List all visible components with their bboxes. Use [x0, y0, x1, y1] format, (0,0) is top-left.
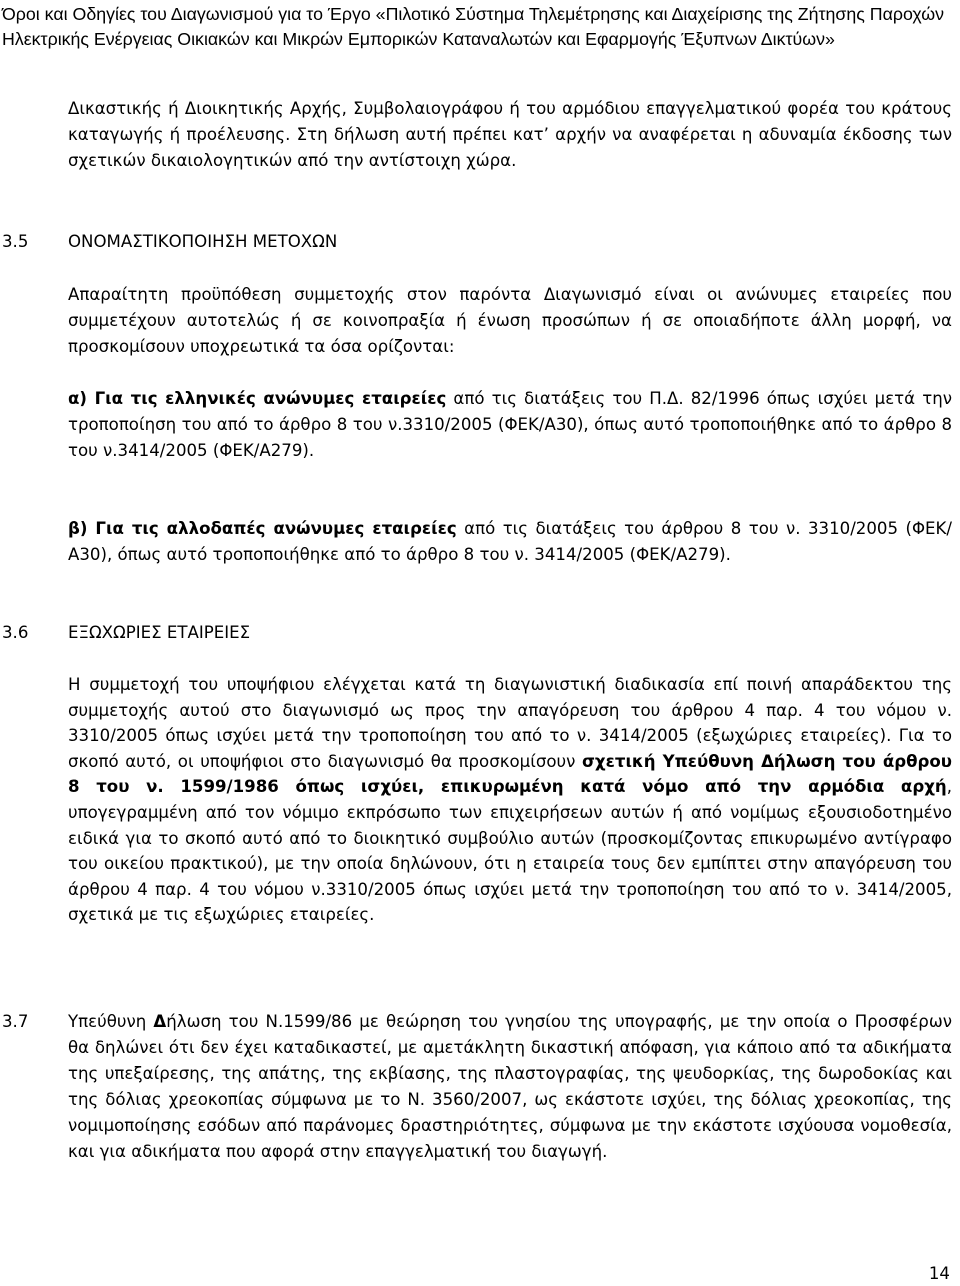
- item-a-text: από τις διατάξεις του Π.Δ. 82/1996 όπως ισχύει μετά την τροποποίηση του από το άρθρο 8 του ν.3310/2005 (ΦΕΚ/Α30), όπως αυτό τροποποιήθηκε από το άρθρο 8 του ν.3414/2005 (ΦΕΚ/Α279).: [68, 389, 952, 460]
- page-number: 14: [928, 1264, 950, 1283]
- section-number: 3.5: [2, 232, 29, 251]
- header-title: Όροι και Οδηγίες του Διαγωνισμού για το Έργο «Πιλοτικό Σύστημα Τηλεμέτρησης και Διαχείρισης της Ζήτησης Παροχών Ηλεκτρικής Ενέργειας Οικιακών και Μικρών Εμπορικών Καταναλωτών και Εφαρμογής Έξυπνων Δικτύων»: [2, 4, 945, 49]
- section-3-6-text-2: , υπογεγραμμένη από τον νόμιμο εκπρόσωπο των επιχειρήσεων αυτών ή από νομίμως εξουσιοδοτημένο ειδικά για το σκοπό αυτό από το διοικητικό συμβούλιο αυτών (προσκομίζοντας επικυρωμένο αντίγραφο του οικείου πρακτικού), με την οποία δηλώνουν, ότι η εταιρεία τους δεν εμπίπτει στην απαγόρευση του άρθρου 4 παρ. 4 του νόμου ν.3310/2005 όπως ισχύει μετά την τροποποίηση του από το ν. 3414/2005, σχετικά με τις εξωχώριες εταιρείες.: [68, 777, 952, 925]
- section-number: 3.7: [2, 1012, 29, 1031]
- section-3-6-text-1: Η συμμετοχή του υποψήφιου ελέγχεται κατά τη διαγωνιστική διαδικασία επί ποινή απαράδεκτου της συμμετοχής αυτού στο διαγωνισμό ως προς την απαγόρευση του άρθρου 4 παρ. 4 του νόμου ν. 3310/2005 όπως ισχύει μετά την τροποποίηση του από το ν. 3414/2005 (εξωχώριες εταιρείες). Για το σκοπό αυτό, οι υποψήφιοι στο διαγωνισμό θα προσκομίσουν: [68, 675, 952, 771]
- section-3-7-text-2: ήλωση του Ν.1599/86 με θεώρηση του γνησίου της υπογραφής, με την οποία ο Προσφέρων θα δηλώνει ότι δεν έχει καταδικαστεί, με αμετάκλητη δικαστική απόφαση, για κάποιο από τα αδικήματα της υπεξαίρεσης, της απάτης, της εκβίασης, της πλαστογραφίας, της ψευδορκίας, της δωροδοκίας και της δόλιας χρεοκοπίας σύμφωνα με το Ν. 3560/2007, ως εκάστοτε ισχύει, της δόλιας χρεοκοπίας, της νομιμοποίησης εσόδων από παράνομες δραστηριότητες, σύμφωνα με την εκάστοτε ισχύουσα νομοθεσία, και για αδικήματα που αφορά στην επαγγελματική του διαγωγή.: [68, 1012, 952, 1161]
- item-b-text: από τις διατάξεις του άρθρου 8 του ν. 3310/2005 (ΦΕΚ/Α30), όπως αυτό τροποποιήθηκε από το άρθρο 8 του ν. 3414/2005 (ΦΕΚ/Α279).: [68, 519, 952, 564]
- item-b-heading: β) Για τις αλλοδαπές ανώνυμες εταιρείες: [68, 519, 457, 538]
- section-title: ΟΝΟΜΑΣΤΙΚΟΠΟΙΗΣΗ ΜΕΤΟΧΩΝ: [68, 232, 338, 251]
- section-3-5-paragraph: Απαραίτητη προϋπόθεση συμμετοχής στον παρόντα Διαγωνισμό είναι οι ανώνυμες εταιρείες που συμμετέχουν αυτοτελώς ή σε κοινοπραξία ή ένωση προσώπων ή σε οποιαδήποτε άλλη μορφή, να προσκομίσουν υποχρεωτικά τα όσα ορίζονται:: [68, 285, 952, 356]
- section-3-5-item-a: [68, 386, 952, 464]
- section-3-7-paragraph: [68, 1009, 952, 1165]
- intro-paragraph: Δικαστικής ή Διοικητικής Αρχής, Συμβολαιογράφου ή του αρμόδιου επαγγελματικού φορέα του κράτους καταγωγής ή προέλευσης. Στη δήλωση αυτή πρέπει κατ’ αρχήν να αναφέρεται η αδυναμία έκδοσης των σχετικών δικαιολογητικών από την αντίστοιχη χώρα.: [68, 99, 952, 170]
- section-3-7-text-1: Υπεύθυνη: [68, 1012, 154, 1031]
- section-3-5-heading: [2, 229, 337, 255]
- section-3-6-heading: [2, 620, 250, 646]
- section-title: ΕΞΩΧΩΡΙΕΣ ΕΤΑΙΡΕΙΕΣ: [68, 623, 251, 642]
- section-3-6-bold: σχετική Υπεύθυνη Δήλωση του άρθρου 8 του ν. 1599/1986 όπως ισχύει, επικυρωμένη κατά νόμο από την αρμόδια αρχή: [68, 751, 952, 797]
- document-header: [2, 2, 954, 51]
- section-3-7-bold: Δ: [153, 1012, 167, 1031]
- section-number: 3.6: [2, 623, 29, 642]
- section-3-5-item-b: [68, 516, 952, 568]
- section-3-7-number-holder: [2, 1009, 68, 1035]
- section-3-6-paragraph: [68, 672, 952, 928]
- item-a-heading: α) Για τις ελληνικές ανώνυμες εταιρείες: [68, 389, 447, 408]
